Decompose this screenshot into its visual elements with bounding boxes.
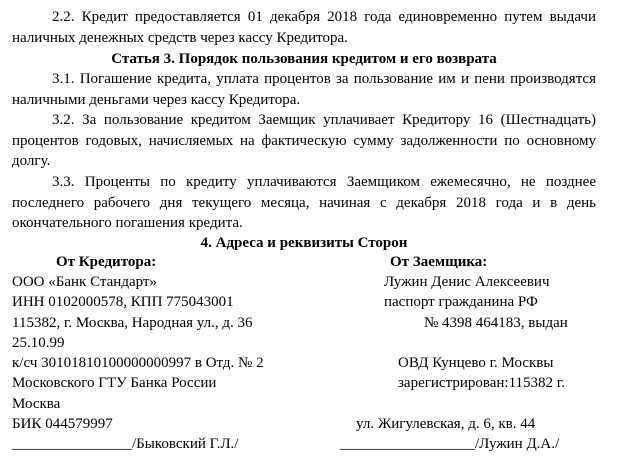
borrower-passport-number: № 4398 464183, выдан xyxy=(424,315,568,331)
creditor-name: ООО «Банк Стандарт» xyxy=(12,274,157,290)
borrower-heading: От Заемщика: xyxy=(390,254,488,270)
paragraph-3-3: 3.3. Проценты по кредиту уплачиваются Заемщиком ежемесячно, не позднее последнего рабочего дня текущего месяца, начиная с декабря 2018 года и в день окончательного погашения кредита. xyxy=(12,174,596,232)
creditor-address: 115382, г. Москва, Народная ул., д. 36 xyxy=(12,315,253,331)
borrower-issuer: ОВД Кунцево г. Москвы xyxy=(398,355,554,371)
paragraph-2-2: 2.2. Кредит предоставляется 01 декабря 2018 года единовременно путем выдачи наличных денежных средств через кассу Кредитора. xyxy=(12,9,596,46)
paragraph-3-2: 3.2. За пользование кредитом Заемщик уплачивает Кредитору 16 (Шестнадцать) процентов годовых, начисляемых на фактическую сумму задолженности по основному долгу. xyxy=(12,112,596,170)
article-4-title: 4. Адреса и реквизиты Сторон xyxy=(200,235,408,251)
creditor-bik: БИК 044579997 xyxy=(12,416,113,432)
creditor-signature: ________________/Быковский Г.Л./ xyxy=(12,436,239,452)
creditor-date: 25.10.99 xyxy=(12,335,65,351)
borrower-signature: __________________/Лужин Д.А./ xyxy=(340,436,560,452)
paragraph-3-1: 3.1. Погашение кредита, уплата процентов за пользование им и пени производятся наличными деньгами через кассу Кредитора. xyxy=(12,71,596,108)
borrower-registration: зарегистрирован:115382 г. xyxy=(398,375,565,391)
creditor-inn-kpp: ИНН 0102000578, КПП 775043001 xyxy=(12,294,234,310)
creditor-account: к/сч 30101810100000000997 в Отд. № 2 xyxy=(12,355,264,371)
article-3-title: Статья 3. Порядок пользования кредитом и его возврата xyxy=(111,51,497,67)
borrower-name: Лужин Денис Алексеевич xyxy=(384,274,550,290)
creditor-city: Москва xyxy=(12,396,61,412)
creditor-heading: От Кредитора: xyxy=(56,254,157,270)
creditor-bank: Московского ГТУ Банка России xyxy=(12,375,217,391)
borrower-street: ул. Жигулевская, д. 6, кв. 44 xyxy=(356,416,536,432)
borrower-passport: паспорт гражданина РФ xyxy=(384,294,538,310)
